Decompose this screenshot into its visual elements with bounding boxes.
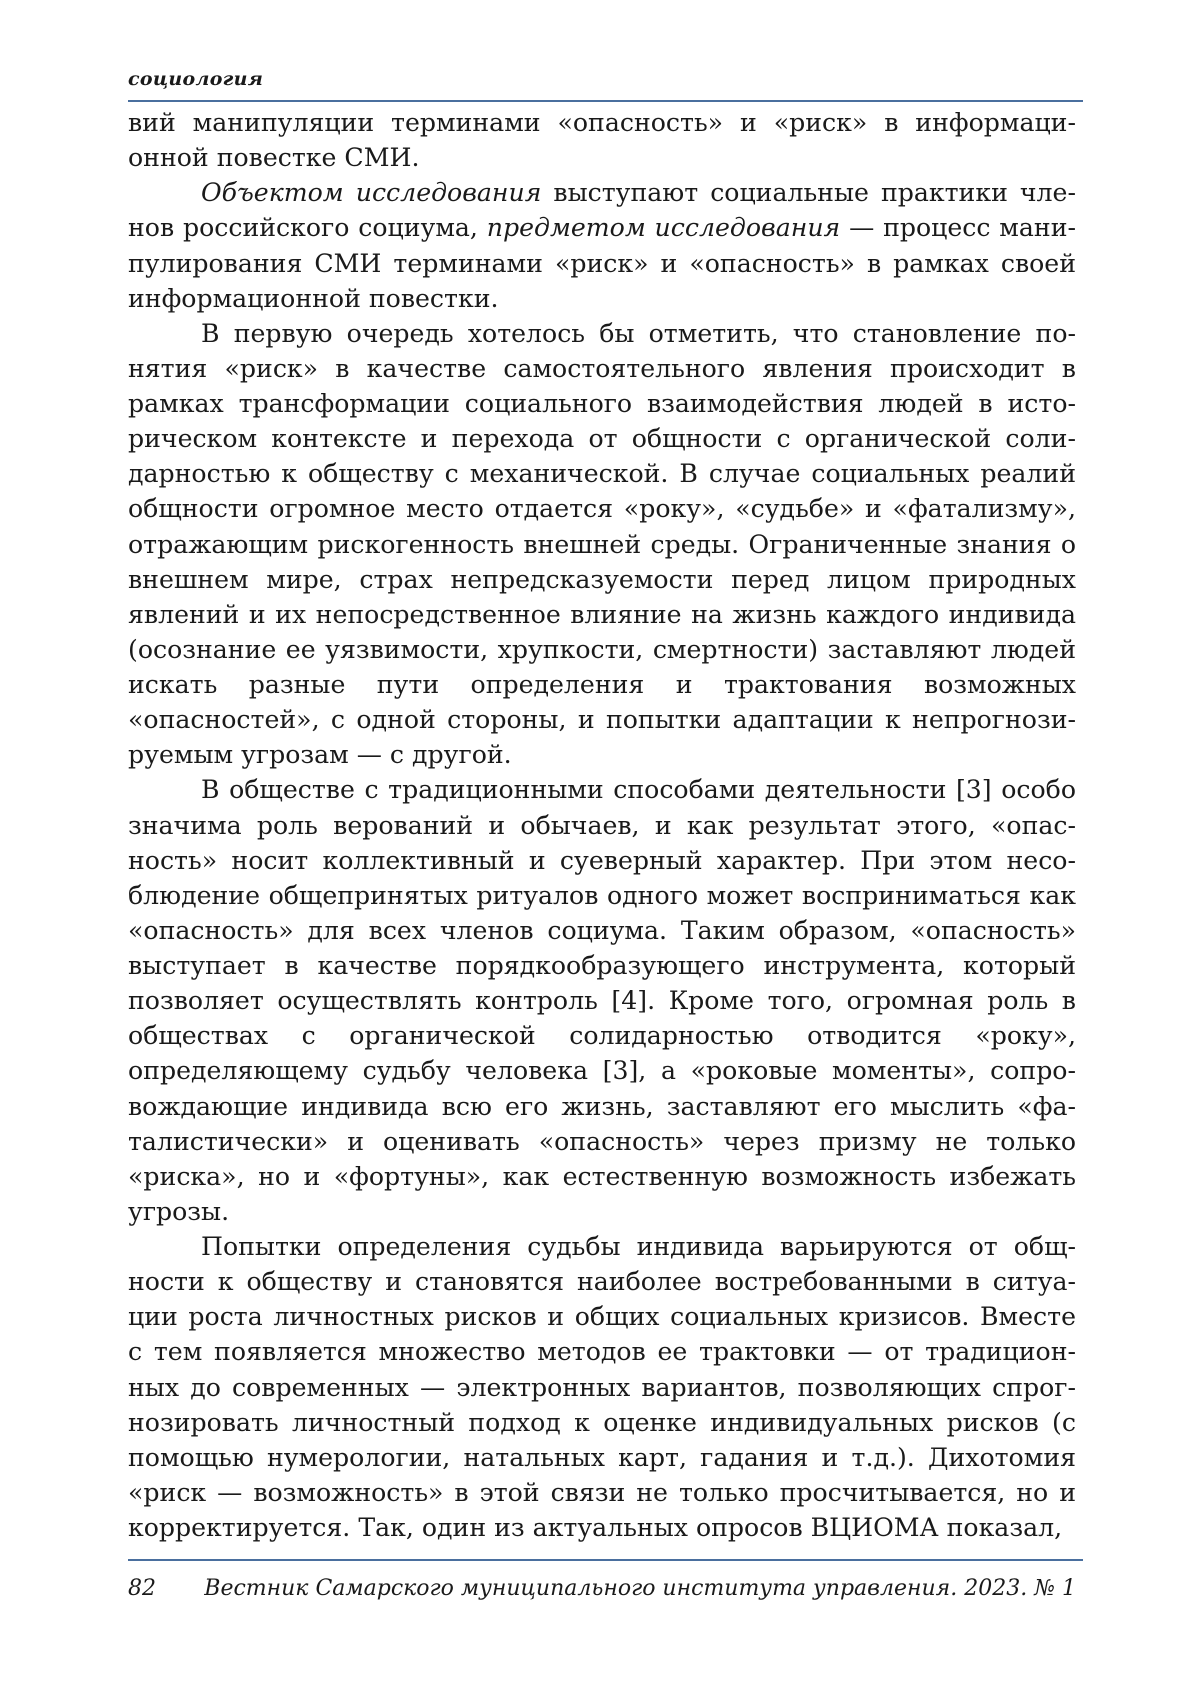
page-footer	[128, 1571, 1076, 1607]
paragraph-1: вий манипуляции терминами «опасность» и «риск» в информаци­онной повестке СМИ.	[128, 105, 1076, 175]
paragraph-2-text-a: выступают социальные практики чле­нов российского социума,	[128, 178, 1076, 242]
subject-of-study-term: предметом исследования	[487, 213, 840, 242]
paragraph-4: В обществе с традиционными способами деятельности [3] осо­бо значима роль верований и обычаев, и как результат этого, «опас­ность» носит коллективный и суеверный характер. При этом несо­блюдение общепринятых ритуалов одного может восприниматься как «опасность» для всех членов социума. Таким образом, «опас­ность» выступает в качестве порядкообразующего инструмента, ко­торый позволяет осуществлять контроль [4]. Кроме того, огромная роль в обществах с органической солидарностью отводится «року», определяющему судьбу человека [3], а «роковые моменты», сопро­вождающие индивида всю его жизнь, заставляют его мыслить «фа­талистически» и оценивать «опасность» через призму не только «риска», но и «фортуны», как естественную возможность избежать угрозы.	[128, 772, 1076, 1229]
journal-title: Вестник Самарского муниципального института управления. 2023. № 1	[204, 1571, 1076, 1607]
paragraph-3: В первую очередь хотелось бы отметить, что становление по­нятия «риск» в качестве самостоятельного явления происходит в рамках трансформации социального взаимодействия людей в исто­рическом контексте и перехода от общности с органической соли­дарностью к обществу с механической. В случае социальных реалий общности огромное место отдается «року», «судьбе» и «фатализму», отражающим рискогенность внешней среды. Ограниченные знания о внешнем мире, страх непредсказуемости перед лицом природных явлений и их непосредственное влияние на жизнь каждого индиви­да (осознание ее уязвимости, хрупкости, смертности) заставляют людей искать разные пути определения и трактования возможных «опасностей», с одной стороны, и попытки адаптации к непрогнози­руемым угрозам — с другой.	[128, 316, 1076, 773]
header-rule	[128, 100, 1083, 102]
paragraph-2-text-b: — процесс мани­пулирования СМИ терминами «риск» и «опасность» в рамках своей информационной повестки.	[128, 213, 1076, 312]
paragraph-5: Попытки определения судьбы индивида варьируются от общ­ности к обществу и становятся наиболее востребованными в ситуа­ции роста личностных рисков и общих социальных кризисов. Вместе с тем появляется множество методов ее трактовки — от традицион­ных до современных — электронных вариантов, позволяющих спрог­нозировать личностный подход к оценке индивидуальных рисков (с помощью нумерологии, натальных карт, гадания и т.д.). Дихотомия «риск — возможность» в этой связи не только просчитывается, но и корректируется. Так, один из актуальных опросов ВЦИОМА показал,	[128, 1229, 1076, 1545]
object-of-study-term: Объектом исследования	[201, 178, 541, 207]
page-number: 82	[128, 1571, 156, 1607]
footer-rule	[128, 1559, 1083, 1561]
paragraph-2	[128, 175, 1076, 316]
document-page	[0, 0, 1200, 1697]
article-body	[128, 105, 1076, 1545]
running-head-section: социология	[128, 68, 263, 90]
